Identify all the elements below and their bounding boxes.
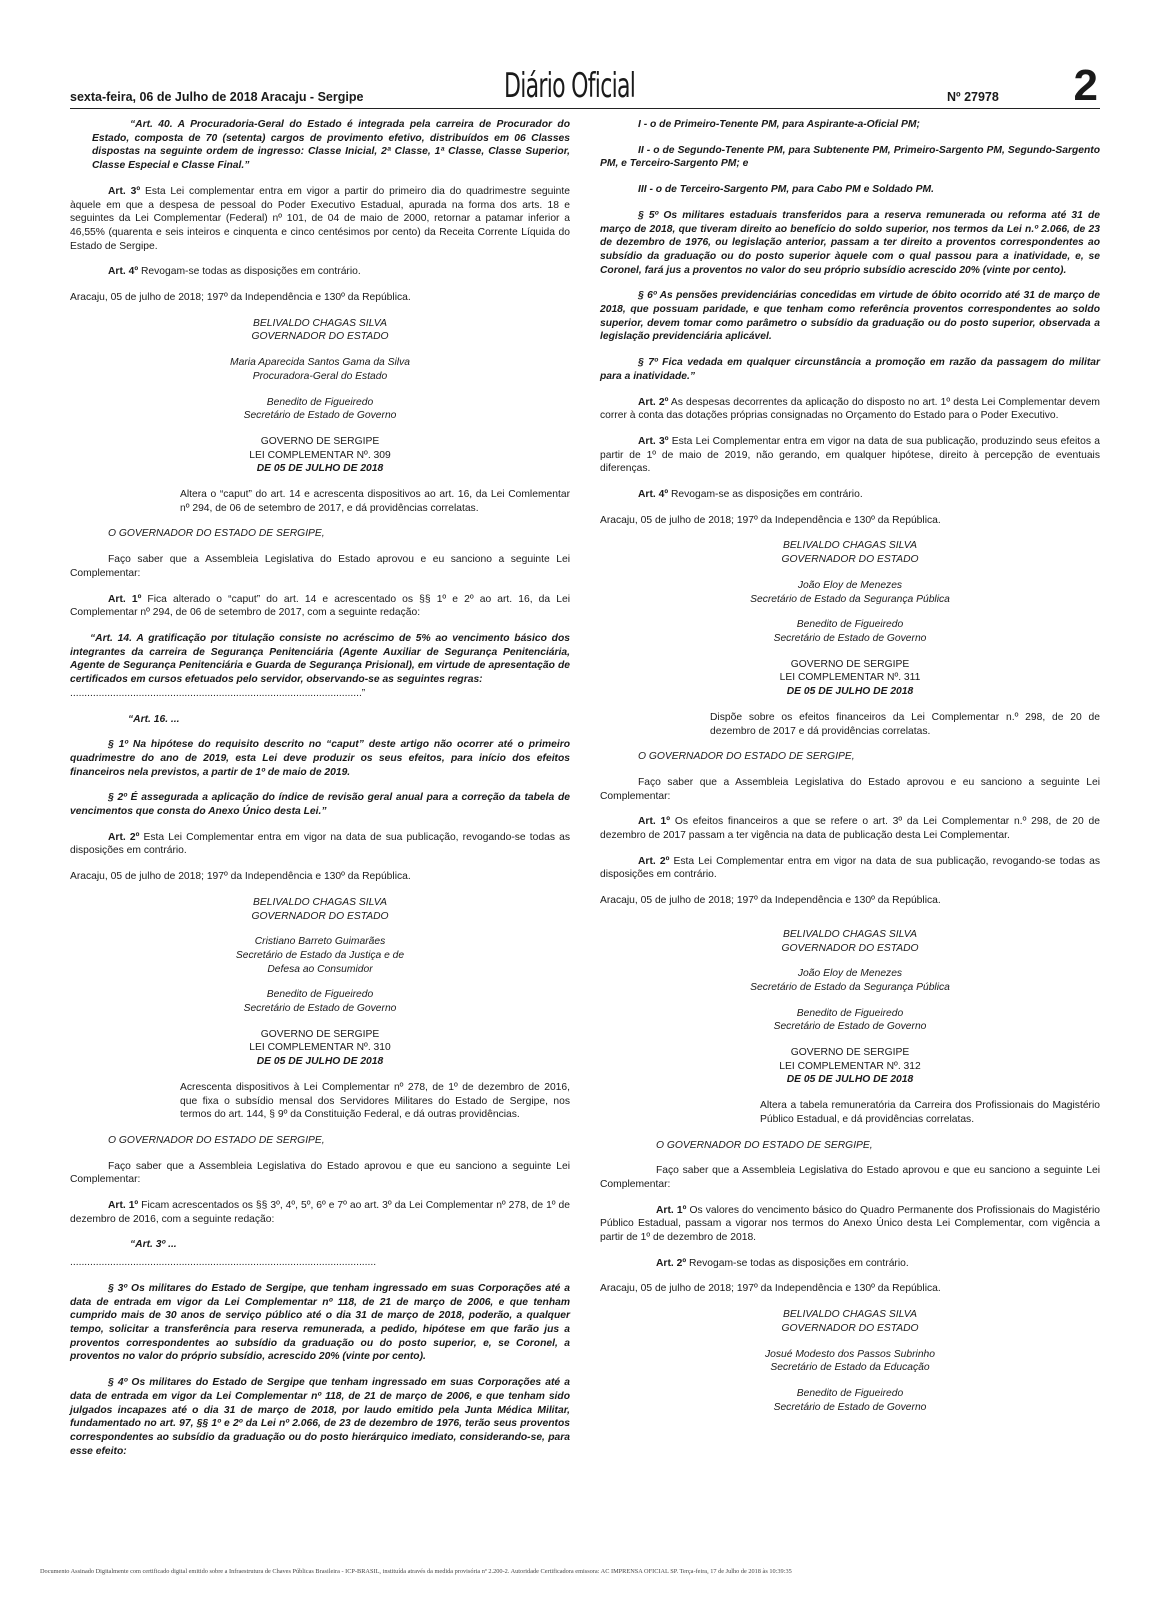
signature-governor: BELIVALDO CHAGAS SILVA GOVERNADOR DO ESTADO	[781, 1309, 919, 1334]
governor-line: O GOVERNADOR DO ESTADO DE SERGIPE,	[638, 751, 855, 763]
paragraph-3: § 3º Os militares do Estado de Sergipe, que tenham ingressado em suas Corporações até a data de entrada em vigor da Lei Complementar nº 118, de 21 de março de 2006, e que tenham cumprido mais de 30 anos de serviço público até o dia 31 de março de 2018, poderão, a qualquer tempo, solicitar a transferência para reserva remunerada, a pedido, hipótese em que farão jus a proventos correspondentes ao subsídio da graduação ou do posto superior, e, se Coronel, a proventos no valor do próprio subsídio, acrescido 20% (vinte por cento).	[70, 1282, 570, 1363]
item-ii: II - o de Segundo-Tenente PM, para Subtenente PM, Primeiro-Sargento PM, Segundo-Sargento PM, e Terceiro-Sargento PM; e	[600, 144, 1100, 170]
law-309-heading: GOVERNO DE SERGIPE LEI COMPLEMENTAR Nº. 309 DE 05 DE JULHO DE 2018	[249, 435, 391, 475]
signature-governor: BELIVALDO CHAGAS SILVA GOVERNADOR DO ESTADO	[781, 928, 919, 954]
enactment-clause: Faço saber que a Assembleia Legislativa do Estado aprovou e eu sanciono a seguinte Lei Complementar:	[70, 554, 570, 579]
art3-quote: “Art. 3º ...	[130, 1239, 177, 1251]
law-310-heading: GOVERNO DE SERGIPE LEI COMPLEMENTAR Nº. 310 DE 05 DE JULHO DE 2018	[249, 1028, 391, 1068]
paragraph-1: § 1º Na hipótese do requisito descrito no “caput” deste artigo não ocorrer até o primeiro quadrimestre do ano de 2019, esta Lei deve produzir os seus efeitos, para início dos efeitos financeiros nela previstos, a partir de 1º de maio de 2019.	[70, 739, 570, 778]
signature-justica: Cristiano Barreto Guimarães Secretário de Estado da Justiça e de Defesa ao Consumidor	[235, 936, 405, 975]
item-i: I - o de Primeiro-Tenente PM, para Aspirante-a-Oficial PM;	[638, 119, 920, 130]
issue-date: sexta-feira, 06 de Julho de 2018 Aracaju - Sergipe	[70, 90, 364, 104]
law-312-heading: GOVERNO DE SERGIPE LEI COMPLEMENTAR Nº. 312 DE 05 DE JULHO DE 2018	[779, 1047, 921, 1086]
page-header	[70, 62, 1100, 109]
article-1: Art. 1º Ficam acrescentados os §§ 3º, 4º, 5º, 6º e 7º ao art. 3º da Lei Complementar nº 278, de 1º de dezembro de 2016, com a seguinte redação:	[70, 1200, 570, 1225]
signature-governor: BELIVALDO CHAGAS SILVA GOVERNADOR DO ESTADO	[781, 540, 919, 566]
paragraph-6: § 6º As pensões previdenciárias concedidas em virtude de óbito ocorrido até 31 de março de 2018, que possuam paridade, e que tenham como referência proventos correspondentes ao soldo superior, devem tomar como parâmetro o subsídio da graduação ou do posto superior, observada a legislação previdenciária aplicável.	[600, 290, 1100, 343]
article-2: Art. 2º Revogam-se todas as disposições em contrário.	[656, 1257, 909, 1269]
article-2: Art. 2º Esta Lei Complementar entra em vigor na data de sua publicação, revogando-se todas as disposições em contrário.	[70, 831, 570, 857]
gazette-title: Diário Oficial	[504, 66, 636, 106]
signature-seguranca: João Eloy de Menezes Secretário de Estado da Segurança Pública	[750, 968, 950, 993]
law-311-summary: Dispõe sobre os efeitos financeiros da Lei Complementar n.º 298, de 20 de dezembro de 2017 e dá providências correlatas.	[710, 711, 1100, 737]
article-3: Art. 3º Esta Lei complementar entra em vigor a partir do primeiro dia do quadrimestre seguinte àquele em que a despesa de pessoal do Poder Executivo Estadual, apurada na forma dos arts. 18 e seguintes da Lei Complementar (Federal) nº 101, de 04 de maio de 2000, retornar a patamar inferior a 46,55% (quarenta e seis inteiros e cinquenta e cinco centésimos por cento) da Receita Corrente Líquida do Estado de Sergipe.	[70, 185, 570, 252]
art40-quote: “Art. 40. A Procuradoria-Geral do Estado é integrada pela carreira de Procurador do Estado, composta de 70 (setenta) cargos de provimento efetivo, distribuídos em 06 Classes dispostas na seguinte ordem de ingresso: Classe Inicial, 2ª Classe, 1ª Classe, Classe Superior, Classe Especial e Classe Final.”	[92, 119, 570, 172]
article-2: Art. 2º As despesas decorrentes da aplicação do disposto no art. 1º desta Lei Complementar devem correr à conta das dotações próprias consignadas no Orçamento do Estado para o Poder Executivo.	[600, 396, 1100, 422]
governor-line: O GOVERNADOR DO ESTADO DE SERGIPE,	[108, 528, 325, 540]
signature-governo: Benedito de Figueiredo Secretário de Estado de Governo	[773, 1388, 927, 1413]
place-date: Aracaju, 05 de julho de 2018; 197º da Independência e 130º da República.	[70, 292, 411, 304]
signature-seguranca: João Eloy de Menezes Secretário de Estado da Segurança Pública	[750, 579, 950, 605]
law-312-summary: Altera a tabela remuneratória da Carreira dos Profissionais do Magistério Público Estadual, e dá providências correlatas.	[760, 1100, 1100, 1125]
left-column	[70, 118, 570, 1470]
place-date: Aracaju, 05 de julho de 2018; 197º da Independência e 130º da República.	[600, 895, 941, 907]
item-iii: III - o de Terceiro-Sargento PM, para Cabo PM e Soldado PM.	[638, 184, 934, 196]
digital-signature-footer: Documento Assinado Digitalmente com certificado digital emitido sobre a Infraestrutura de Chaves Públicas Brasileira - ICP-BRASIL, instituída através da medida provisória nº 2.200-2. Autoridade Certificadora emissora: AC IMPRENSA OFICIAL SP. Terça-feira, 17 de Julho de 2018 às 10:39:35	[40, 1568, 792, 1575]
paragraph-5: § 5º Os militares estaduais transferidos para a reserva remunerada ou reforma até 31 de março de 2018, que tiveram direito ao benefício do soldo superior, nos termos da Lei n.º 2.066, de 23 de dezembro de 1976, ou legislação anterior, passam a ter direito a proventos correspondentes ao subsídio da graduação ou do posto superior àquele com o qual passou para a inatividade, e, se Coronel, fará jus a proventos no valor do seu próprio subsídio acrescido 20% (vinte por cento).	[600, 209, 1100, 276]
article-4: Art. 4º Revogam-se as disposições em contrário.	[638, 489, 863, 501]
place-date: Aracaju, 05 de julho de 2018; 197º da Independência e 130º da República.	[600, 1283, 941, 1295]
signature-educacao: Josué Modesto dos Passos Subrinho Secretário de Estado da Educação	[765, 1348, 935, 1374]
signature-governor: BELIVALDO CHAGAS SILVA GOVERNADOR DO ESTADO	[251, 317, 389, 343]
article-2: Art. 2º Esta Lei Complementar entra em vigor na data de sua publicação, revogando-se todas as disposições em contrário.	[600, 855, 1100, 881]
law-309-summary: Altera o “caput” do art. 14 e acrescenta dispositivos ao art. 16, da Lei Comlementar nº 294, de 06 de setembro de 2017, e dá providências correlatas.	[180, 489, 570, 514]
article-1: Art. 1º Fica alterado o “caput” do art. 14 e acrescentado os §§ 1º e 2º ao art. 16, da Lei Complementar nº 294, de 06 de setembro de 2017, com a seguinte redação:	[70, 593, 570, 619]
ellipsis-line: ...........................................................................................................	[70, 1257, 377, 1269]
governor-line: O GOVERNADOR DO ESTADO DE SERGIPE,	[108, 1134, 325, 1146]
signature-governor: BELIVALDO CHAGAS SILVA GOVERNADOR DO ESTADO	[251, 896, 389, 922]
law-310-summary: Acrescenta dispositivos à Lei Complementar nº 278, de 1º de dezembro de 2016, que fixa o subsídio mensal dos Servidores Militares do Estado de Sergipe, nos termos do art. 144, § 9º da Constituição Federal, e dá outras providências.	[180, 1081, 570, 1121]
signature-governo: Benedito de Figueiredo Secretário de Estado de Governo	[243, 989, 397, 1015]
signature-governo: Benedito de Figueiredo Secretário de Estado de Governo	[243, 396, 397, 422]
paragraph-2: § 2º É assegurada a aplicação do índice de revisão geral anual para a correção da tabela de vencimentos que consta do Anexo Único desta Lei.”	[70, 792, 570, 818]
signature-procuradora: Maria Aparecida Santos Gama da Silva Procuradora-Geral do Estado	[230, 357, 410, 382]
article-1: Art. 1º Os efeitos financeiros a que se refere o art. 3º da Lei Complementar n.º 298, de 20 de dezembro de 2017 passam a ter vigência na data de publicação desta Lei Complementar.	[600, 816, 1100, 842]
signature-governo: Benedito de Figueiredo Secretário de Estado de Governo	[773, 1007, 927, 1033]
ellipsis-line: ......................................................................................................”	[70, 687, 366, 699]
right-column	[600, 118, 1100, 1426]
place-date: Aracaju, 05 de julho de 2018; 197º da Independência e 130º da República.	[600, 514, 941, 526]
art16-quote: “Art. 16. ...	[128, 713, 180, 725]
paragraph-4: § 4º Os militares do Estado de Sergipe que tenham ingressado em suas Corporações até a data de entrada em vigor da Lei Complementar nº 118, de 21 de março de 2006, e que tenham sido julgados incapazes até o dia 31 de março de 2018, por laudo emitido pela Junta Médica Militar, fundamentado no art. 97, §§ 1º e 2º da Lei nº 2.066, de 23 de dezembro de 1976, terão seus proventos correspondentes ao subsídio da graduação ou do posto hierárquico imediato, considerando-se, para esse efeito:	[70, 1377, 570, 1457]
signature-governo: Benedito de Figueiredo Secretário de Estado de Governo	[773, 619, 927, 644]
article-4: Art. 4º Revogam-se todas as disposições em contrário.	[108, 266, 361, 278]
article-1: Art. 1º Os valores do vencimento básico do Quadro Permanente dos Profissionais do Magistério Público Estadual, passam a vigorar nos termos do Anexo Único desta Lei Complementar, com vigência a partir de 1º de dezembro de 2018.	[600, 1204, 1100, 1244]
paragraph-7: § 7º Fica vedada em qualquer circunstância a promoção em razão da passagem do militar para a inatividade.”	[600, 357, 1100, 382]
law-311-heading: GOVERNO DE SERGIPE LEI COMPLEMENTAR Nº. 311 DE 05 DE JULHO DE 2018	[779, 658, 921, 698]
governor-line: O GOVERNADOR DO ESTADO DE SERGIPE,	[656, 1139, 873, 1151]
enactment-clause: Faço saber que a Assembleia Legislativa do Estado aprovou e que eu sanciono a seguinte Lei Complementar:	[600, 1165, 1100, 1190]
enactment-clause: Faço saber que a Assembleia Legislativa do Estado aprovou e eu sanciono a seguinte Lei Complementar:	[600, 776, 1100, 802]
article-3: Art. 3º Esta Lei Complementar entra em vigor na data de sua publicação, produzindo seus efeitos a partir de 1º de maio de 2019, não gerando, em qualquer hipótese, direito à percepção de eventuais diferenças.	[600, 435, 1100, 475]
page-number: 2	[1073, 61, 1098, 110]
enactment-clause: Faço saber que a Assembleia Legislativa do Estado aprovou e que eu sanciono a seguinte Lei Complementar:	[70, 1160, 570, 1186]
place-date: Aracaju, 05 de julho de 2018; 197º da Independência e 130º da República.	[70, 871, 411, 883]
art14-quote: “Art. 14. A gratificação por titulação consiste no acréscimo de 5% ao vencimento básico dos integrantes da carreira de Segurança Penitenciária (Agente Auxiliar de Segurança Penitenciária, Agente de Segurança Penitenciária e Guarda de Segurança Prisional), em virtude de apresentação de certificados em cursos efetuados pelo servidor, observando-se as seguintes regras:	[70, 632, 570, 686]
issue-number: Nº 27978	[947, 90, 999, 104]
